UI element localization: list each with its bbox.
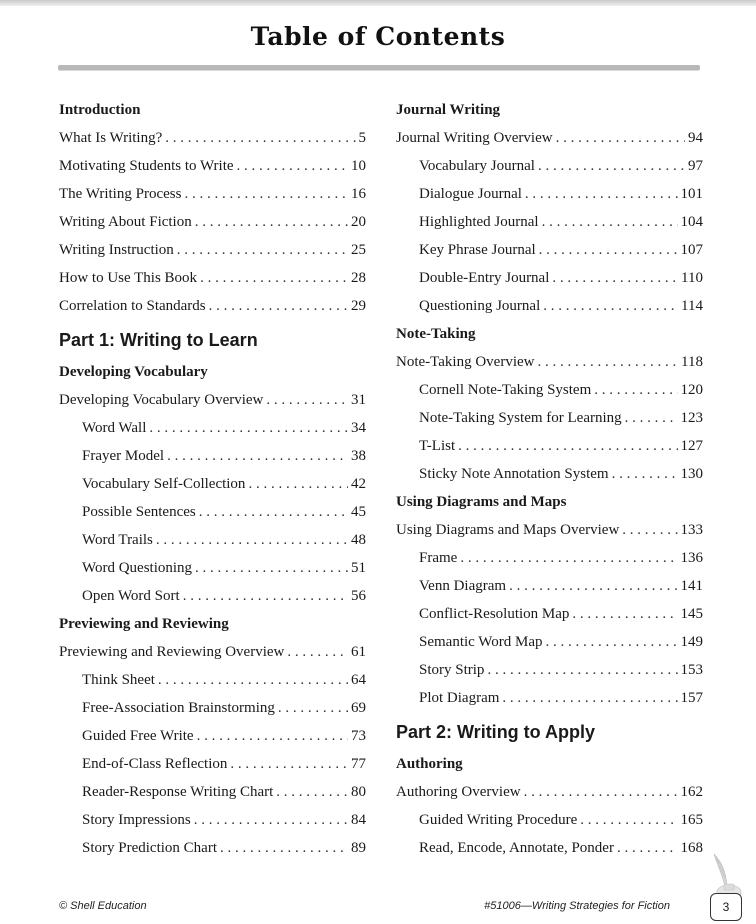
toc-entry-page: 61 bbox=[351, 644, 366, 660]
toc-entry-label: Using Diagrams and Maps Overview bbox=[396, 522, 620, 538]
toc-entry-label: Key Phrase Journal bbox=[419, 242, 536, 258]
dot-leader bbox=[248, 470, 348, 498]
toc-entry bbox=[59, 750, 366, 778]
toc-entry bbox=[396, 628, 703, 656]
part-heading-part-1-writing-to-learn: Part 1: Writing to Learn bbox=[59, 330, 258, 350]
dot-leader bbox=[266, 386, 348, 414]
toc-entry-page: 104 bbox=[680, 214, 703, 230]
toc-entry-page: 101 bbox=[680, 186, 703, 202]
toc-entry-page: 97 bbox=[688, 158, 703, 174]
toc-entry-label: End-of-Class Reflection bbox=[82, 756, 228, 772]
toc-entry-label: Questioning Journal bbox=[419, 298, 541, 314]
toc-entry-label: Authoring Overview bbox=[396, 784, 521, 800]
toc-entry-page: 153 bbox=[680, 662, 703, 678]
toc-entry bbox=[59, 386, 366, 414]
toc-entry-page: 29 bbox=[351, 298, 366, 314]
toc-entry-page: 165 bbox=[680, 812, 703, 828]
section-heading-introduction: Introduction bbox=[59, 102, 141, 118]
toc-entry bbox=[59, 470, 366, 498]
toc-entry-label: Double-Entry Journal bbox=[419, 270, 550, 286]
toc-entry bbox=[59, 582, 366, 610]
toc-entry-label: Read, Encode, Annotate, Ponder bbox=[419, 840, 614, 856]
dot-leader bbox=[546, 628, 678, 656]
dot-leader bbox=[458, 432, 677, 460]
toc-entry-label: Word Questioning bbox=[82, 560, 193, 576]
toc-entry-label: Story Prediction Chart bbox=[82, 840, 217, 856]
toc-entry bbox=[396, 806, 703, 834]
dot-leader bbox=[276, 778, 348, 806]
title-divider bbox=[58, 65, 700, 70]
dot-leader bbox=[580, 806, 677, 834]
toc-entry-label: Venn Diagram bbox=[419, 578, 507, 594]
toc-entry bbox=[59, 292, 366, 320]
section-heading-journal-writing: Journal Writing bbox=[396, 102, 501, 118]
toc-entry-label: Correlation to Standards bbox=[59, 298, 206, 314]
section-heading-using-diagrams-and-maps: Using Diagrams and Maps bbox=[396, 494, 567, 510]
toc-entry bbox=[59, 722, 366, 750]
toc-entry bbox=[59, 554, 366, 582]
toc-entry-label: Previewing and Reviewing Overview bbox=[59, 644, 285, 660]
toc-entry bbox=[396, 460, 703, 488]
toc-entry-label: Guided Free Write bbox=[82, 728, 194, 744]
toc-entry bbox=[396, 348, 703, 376]
toc-entry-page: 127 bbox=[680, 438, 703, 454]
dot-leader bbox=[200, 264, 348, 292]
toc-entry-page: 42 bbox=[351, 476, 366, 492]
toc-entry-page: 16 bbox=[351, 186, 366, 202]
dot-leader bbox=[509, 572, 677, 600]
toc-entry-page: 10 bbox=[351, 158, 366, 174]
toc-entry bbox=[59, 442, 366, 470]
toc-right-column bbox=[396, 96, 703, 862]
dot-leader bbox=[195, 208, 348, 236]
toc-entry-page: 77 bbox=[351, 756, 366, 772]
toc-entry bbox=[396, 180, 703, 208]
toc-left-column bbox=[59, 96, 366, 862]
dot-leader bbox=[278, 694, 348, 722]
toc-entry-label: Writing Instruction bbox=[59, 242, 174, 258]
toc-entry bbox=[396, 152, 703, 180]
toc-entry-page: 73 bbox=[351, 728, 366, 744]
dot-leader bbox=[195, 554, 348, 582]
toc-entry-page: 51 bbox=[351, 560, 366, 576]
toc-entry-page: 56 bbox=[351, 588, 366, 604]
toc-entry bbox=[59, 414, 366, 442]
dot-leader bbox=[177, 236, 348, 264]
toc-entry-page: 133 bbox=[680, 522, 703, 538]
dot-leader bbox=[149, 414, 348, 442]
toc-entry-page: 118 bbox=[681, 354, 703, 370]
dot-leader bbox=[556, 124, 685, 152]
toc-entry-label: Dialogue Journal bbox=[419, 186, 522, 202]
dot-leader bbox=[543, 292, 678, 320]
toc-entry bbox=[59, 236, 366, 264]
section-heading-authoring: Authoring bbox=[396, 756, 463, 772]
toc-entry bbox=[59, 124, 366, 152]
toc-entry-label: Story Strip bbox=[419, 662, 485, 678]
toc-entry bbox=[396, 292, 703, 320]
toc-entry-label: Motivating Students to Write bbox=[59, 158, 234, 174]
toc-entry bbox=[396, 208, 703, 236]
dot-leader bbox=[502, 684, 677, 712]
toc-entry-label: Frame bbox=[419, 550, 458, 566]
toc-entry-page: 168 bbox=[680, 840, 703, 856]
toc-entry bbox=[59, 666, 366, 694]
toc-entry-label: Note-Taking Overview bbox=[396, 354, 535, 370]
toc-entry-label: Vocabulary Journal bbox=[419, 158, 535, 174]
toc-entry-page: 157 bbox=[680, 690, 703, 706]
dot-leader bbox=[194, 806, 348, 834]
dot-leader bbox=[167, 442, 348, 470]
toc-entry bbox=[396, 264, 703, 292]
toc-entry-label: Guided Writing Procedure bbox=[419, 812, 578, 828]
dot-leader bbox=[538, 348, 679, 376]
toc-entry-page: 123 bbox=[680, 410, 703, 426]
toc-entry-page: 162 bbox=[680, 784, 703, 800]
section-heading-note-taking: Note-Taking bbox=[396, 326, 476, 342]
dot-leader bbox=[538, 152, 685, 180]
toc-entry bbox=[59, 694, 366, 722]
dot-leader bbox=[594, 376, 677, 404]
toc-entry bbox=[396, 516, 703, 544]
toc-entry bbox=[59, 264, 366, 292]
toc-entry-page: 149 bbox=[680, 634, 703, 650]
toc-entry-label: Conflict-Resolution Map bbox=[419, 606, 570, 622]
toc-entry-page: 20 bbox=[351, 214, 366, 230]
dot-leader bbox=[209, 292, 348, 320]
dot-leader bbox=[572, 600, 677, 628]
toc-entry-label: How to Use This Book bbox=[59, 270, 198, 286]
toc-entry bbox=[396, 834, 703, 862]
toc-entry-page: 5 bbox=[358, 130, 366, 146]
toc-entry-label: Vocabulary Self-Collection bbox=[82, 476, 246, 492]
toc-entry-page: 38 bbox=[351, 448, 366, 464]
toc-entry-page: 141 bbox=[680, 578, 703, 594]
toc-entry-page: 80 bbox=[351, 784, 366, 800]
toc-entry-label: Cornell Note-Taking System bbox=[419, 382, 592, 398]
toc-entry bbox=[59, 778, 366, 806]
dot-leader bbox=[617, 834, 678, 862]
toc-entry-page: 94 bbox=[688, 130, 703, 146]
toc-entry bbox=[396, 404, 703, 432]
toc-entry-page: 130 bbox=[680, 466, 703, 482]
page-top-edge bbox=[0, 0, 756, 6]
toc-entry-page: 145 bbox=[680, 606, 703, 622]
dot-leader bbox=[539, 236, 678, 264]
toc-entry-label: Plot Diagram bbox=[419, 690, 500, 706]
toc-entry-page: 84 bbox=[351, 812, 366, 828]
dot-leader bbox=[287, 638, 348, 666]
toc-entry-label: Highlighted Journal bbox=[419, 214, 539, 230]
toc-entry-page: 89 bbox=[351, 840, 366, 856]
dot-leader bbox=[542, 208, 678, 236]
toc-entry-label: What Is Writing? bbox=[59, 130, 163, 146]
toc-entry bbox=[396, 600, 703, 628]
toc-entry bbox=[59, 498, 366, 526]
toc-entry-page: 45 bbox=[351, 504, 366, 520]
toc-entry bbox=[59, 834, 366, 862]
page-title: Table of Contents bbox=[250, 22, 506, 51]
dot-leader bbox=[524, 778, 678, 806]
dot-leader bbox=[220, 834, 348, 862]
dot-leader bbox=[487, 656, 677, 684]
toc-entry-page: 34 bbox=[351, 420, 366, 436]
dot-leader bbox=[625, 404, 678, 432]
toc-entry-page: 69 bbox=[351, 700, 366, 716]
toc-entry bbox=[396, 684, 703, 712]
toc-entry bbox=[396, 778, 703, 806]
toc-entry-page: 28 bbox=[351, 270, 366, 286]
toc-entry-label: Think Sheet bbox=[82, 672, 155, 688]
page-number: 3 bbox=[710, 893, 742, 921]
toc-entry-page: 110 bbox=[681, 270, 703, 286]
dot-leader bbox=[156, 526, 348, 554]
toc-entry bbox=[59, 208, 366, 236]
part-heading-part-2-writing-to-apply: Part 2: Writing to Apply bbox=[396, 722, 596, 742]
toc-entry-label: Word Wall bbox=[82, 420, 147, 436]
toc-entry-label: Reader-Response Writing Chart bbox=[82, 784, 274, 800]
toc-entry-page: 31 bbox=[351, 392, 366, 408]
dot-leader bbox=[158, 666, 348, 694]
toc-entry-label: Frayer Model bbox=[82, 448, 165, 464]
toc-entry bbox=[396, 376, 703, 404]
toc-entry-label: Journal Writing Overview bbox=[396, 130, 553, 146]
dot-leader bbox=[612, 460, 678, 488]
toc-entry bbox=[396, 656, 703, 684]
dot-leader bbox=[184, 180, 348, 208]
toc-entry bbox=[59, 526, 366, 554]
toc-entry-label: The Writing Process bbox=[59, 186, 182, 202]
toc-entry-page: 107 bbox=[680, 242, 703, 258]
toc-entry-label: Word Trails bbox=[82, 532, 153, 548]
toc-entry bbox=[396, 124, 703, 152]
dot-leader bbox=[165, 124, 355, 152]
toc-entry bbox=[59, 152, 366, 180]
section-heading-developing-vocabulary: Developing Vocabulary bbox=[59, 364, 208, 380]
dot-leader bbox=[525, 180, 678, 208]
toc-entry bbox=[59, 180, 366, 208]
toc-entry bbox=[396, 544, 703, 572]
dot-leader bbox=[230, 750, 348, 778]
toc-entry-label: Story Impressions bbox=[82, 812, 191, 828]
toc-entry-label: Semantic Word Map bbox=[419, 634, 543, 650]
toc-entry-page: 25 bbox=[351, 242, 366, 258]
toc-entry bbox=[59, 806, 366, 834]
toc-entry bbox=[396, 236, 703, 264]
toc-entry-label: Open Word Sort bbox=[82, 588, 180, 604]
toc-entry-page: 48 bbox=[351, 532, 366, 548]
toc-entry-page: 136 bbox=[680, 550, 703, 566]
toc-entry-label: Free-Association Brainstorming bbox=[82, 700, 275, 716]
dot-leader bbox=[183, 582, 348, 610]
toc-entry-page: 114 bbox=[681, 298, 703, 314]
dot-leader bbox=[622, 516, 677, 544]
dot-leader bbox=[197, 722, 348, 750]
toc-entry-label: Sticky Note Annotation System bbox=[419, 466, 609, 482]
footer-publisher: © Shell Education bbox=[59, 900, 147, 912]
dot-leader bbox=[552, 264, 678, 292]
toc-entry bbox=[396, 572, 703, 600]
toc-entry bbox=[59, 638, 366, 666]
section-heading-previewing-and-reviewing: Previewing and Reviewing bbox=[59, 616, 229, 632]
dot-leader bbox=[460, 544, 677, 572]
toc-entry-page: 64 bbox=[351, 672, 366, 688]
toc-entry-label: Writing About Fiction bbox=[59, 214, 192, 230]
dot-leader bbox=[199, 498, 348, 526]
toc-entry-label: T-List bbox=[419, 438, 456, 454]
toc-entry-label: Developing Vocabulary Overview bbox=[59, 392, 264, 408]
toc-entry-page: 120 bbox=[680, 382, 703, 398]
toc-entry-label: Note-Taking System for Learning bbox=[419, 410, 622, 426]
footer-book-title: #51006—Writing Strategies for Fiction bbox=[484, 900, 670, 912]
dot-leader bbox=[237, 152, 348, 180]
toc-entry bbox=[396, 432, 703, 460]
toc-entry-label: Possible Sentences bbox=[82, 504, 196, 520]
